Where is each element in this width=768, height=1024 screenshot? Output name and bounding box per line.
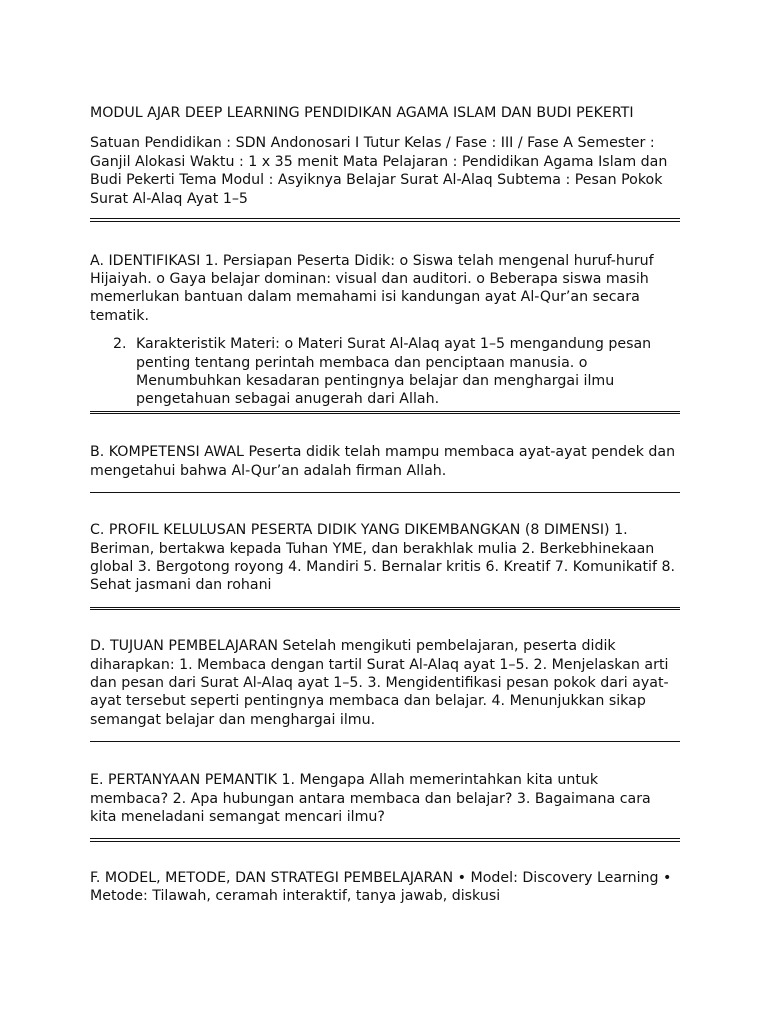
document-meta: Satuan Pendidikan : SDN Andonosari I Tutur Kelas / Fase : III / Fase A Semester : Ganjil Alokasi Waktu : 1 x 35 menit Mata Pelajaran : Pendidikan Agama Islam dan Budi Pekerti Tema Modul : Asyiknya Belajar Surat Al-Alaq Subtema : Pesan Pokok Surat Al-Alaq Ayat 1–5 [90, 135, 668, 207]
section-c-profil-kelulusan: C. PROFIL KELULUSAN PESERTA DIDIK YANG DIKEMBANGKAN (8 DIMENSI) 1. Beriman, bertakwa kepada Tuhan YME, dan berakhlak mulia 2. Berkebhinekaan global 3. Bergotong royong 4. Mandiri 5. Bernalar kritis 6. Kreatif 7. Komunikatif 8. Sehat jasmani dan rohani [90, 522, 676, 594]
divider-double [90, 607, 680, 611]
section-b-kompetensi-awal: B. KOMPETENSI AWAL Peserta didik telah mampu membaca ayat-ayat pendek dan mengetahui bahwa Al-Qur’an adalah firman Allah. [90, 444, 676, 479]
list-item [90, 335, 680, 409]
section-a-list [90, 335, 680, 409]
divider-double [90, 411, 680, 415]
section-d-tujuan-pembelajaran: D. TUJUAN PEMBELAJARAN Setelah mengikuti pembelajaran, peserta didik diharapkan: 1. Membaca dengan tartil Surat Al-Alaq ayat 1–5. 2. Menjelaskan arti dan pesan dari Surat Al-Alaq ayat 1–5. 3. Mengidentifikasi pesan pokok dari ayat-ayat tersebut seperti pentingnya membaca dan belajar. 4. Menunjukkan sikap semangat belajar dan menghargai ilmu. [90, 638, 669, 728]
divider-double [90, 838, 680, 842]
section-e-pertanyaan-pemantik: E. PERTANYAAN PEMANTIK 1. Mengapa Allah memerintahkan kita untuk membaca? 2. Apa hubungan antara membaca dan belajar? 3. Bagaimana cara kita meneladani semangat mencari ilmu? [90, 772, 651, 826]
section-f-model-metode: F. MODEL, METODE, DAN STRATEGI PEMBELAJARAN • Model: Discovery Learning • Metode: Tilawah, ceramah interaktif, tanya jawab, diskusi [90, 869, 672, 905]
section-a-identifikasi: A. IDENTIFIKASI 1. Persiapan Peserta Didik: o Siswa telah mengenal huruf-huruf Hijaiyah. o Gaya belajar dominan: visual dan auditori. o Beberapa siswa masih memerlukan bantuan dalam memahami isi kandungan ayat Al-Qur’an secara tematik. [90, 252, 654, 324]
list-item-number: 2. [113, 336, 127, 353]
divider-single [90, 741, 680, 742]
document-page [90, 104, 680, 906]
divider-double [90, 218, 680, 222]
list-item-text: Karakteristik Materi: o Materi Surat Al-Alaq ayat 1–5 mengandung pesan penting tentang perintah membaca dan penciptaan manusia. o Menumbuhkan kesadaran pentingnya belajar dan menghargai ilmu pengetahuan sebagai anugerah dari Allah. [136, 336, 652, 408]
divider-single [90, 492, 680, 493]
document-title: MODUL AJAR DEEP LEARNING PENDIDIKAN AGAMA ISLAM DAN BUDI PEKERTI [90, 105, 634, 121]
